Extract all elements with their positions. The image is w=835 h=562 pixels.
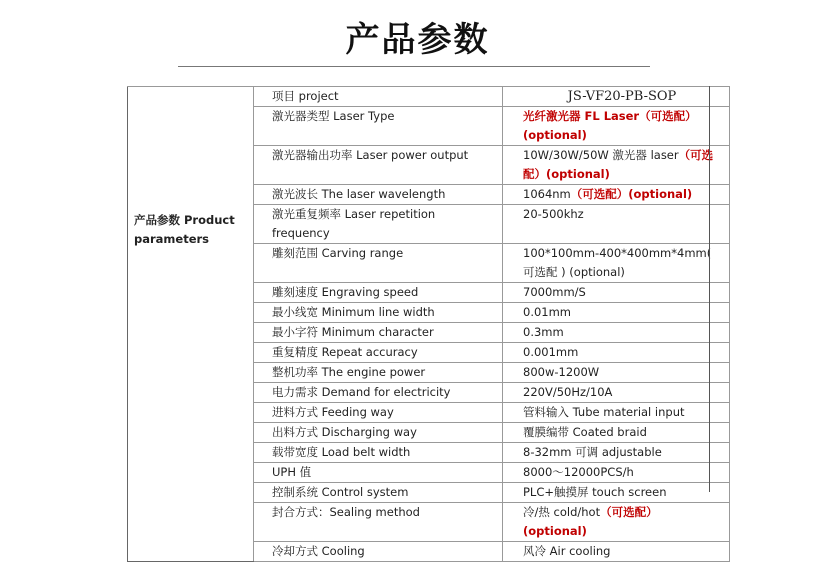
- param-cell: 封合方式：Sealing method: [254, 503, 503, 542]
- param-cell: 最小线宽 Minimum line width: [254, 303, 503, 323]
- param-cell: 出料方式 Discharging way: [254, 423, 503, 443]
- param-cell: 进料方式 Feeding way: [254, 403, 503, 423]
- value-cell: [503, 303, 730, 323]
- value-text: 8000～12000PCS/h: [523, 465, 634, 479]
- value-cell: [503, 363, 730, 383]
- value-text: 风冷 Air cooling: [523, 544, 611, 558]
- value-text: 100*100mm-400*400mm*4mm( 可选配 ) (optional): [523, 246, 712, 279]
- header-param: 项目 project: [254, 87, 503, 107]
- param-cell: 最小字符 Minimum character: [254, 323, 503, 343]
- value-cell: [503, 503, 730, 542]
- param-cell: 整机功率 The engine power: [254, 363, 503, 383]
- value-text: 冷/热 cold/hot: [523, 505, 601, 519]
- value-cell: [503, 463, 730, 483]
- value-cell: [503, 107, 730, 146]
- optional-note: （可选配）(optional): [523, 148, 714, 181]
- table-right-border: [709, 86, 710, 492]
- param-cell: 激光器输出功率 Laser power output: [254, 146, 503, 185]
- value-text: 220V/50Hz/10A: [523, 385, 613, 399]
- title-divider: [178, 66, 650, 67]
- value-cell: [503, 244, 730, 283]
- value-text: 0.001mm: [523, 345, 579, 359]
- value-text: 0.01mm: [523, 305, 572, 319]
- page-title: 产品参数: [345, 20, 490, 60]
- optional-note: （可选配）(optional): [570, 187, 693, 201]
- param-cell: 电力需求 Demand for electricity: [254, 383, 503, 403]
- value-text: 覆膜编带 Coated braid: [523, 425, 647, 439]
- table-header-row: [128, 87, 730, 107]
- param-cell: 控制系统 Control system: [254, 483, 503, 503]
- section-label: 产品参数 Product parameters: [128, 87, 254, 562]
- param-cell: 冷却方式 Cooling: [254, 542, 503, 562]
- spec-table: [127, 86, 730, 562]
- header-model: JS-VF20-PB-SOP: [503, 87, 730, 107]
- value-text: 8-32mm 可调 adjustable: [523, 445, 662, 459]
- value-cell: [503, 542, 730, 562]
- value-cell: [503, 383, 730, 403]
- value-text: 1064nm: [523, 187, 571, 201]
- value-cell: [503, 423, 730, 443]
- value-text: 0.3mm: [523, 325, 564, 339]
- value-text: 10W/30W/50W 激光器 laser: [523, 148, 679, 162]
- value-cell: [503, 205, 730, 244]
- param-cell: 雕刻范围 Carving range: [254, 244, 503, 283]
- param-cell: 雕刻速度 Engraving speed: [254, 283, 503, 303]
- value-text: 管料输入 Tube material input: [523, 405, 685, 419]
- param-cell: 激光重复频率 Laser repetition frequency: [254, 205, 503, 244]
- value-cell: [503, 483, 730, 503]
- value-text: 7000mm/S: [523, 285, 586, 299]
- param-cell: 重复精度 Repeat accuracy: [254, 343, 503, 363]
- value-cell: [503, 403, 730, 423]
- value-cell: [503, 443, 730, 463]
- optional-note: （可选配）(optional): [523, 505, 658, 538]
- value-cell: [503, 343, 730, 363]
- value-cell: [503, 146, 730, 185]
- value-cell: [503, 185, 730, 205]
- param-cell: UPH 值: [254, 463, 503, 483]
- value-text: 800w-1200W: [523, 365, 600, 379]
- param-cell: 载带宽度 Load belt width: [254, 443, 503, 463]
- optional-note: 光纤激光器 FL Laser（可选配）(optional): [523, 109, 697, 142]
- param-cell: 激光波长 The laser wavelength: [254, 185, 503, 205]
- value-text: PLC+触摸屏 touch screen: [523, 485, 667, 499]
- param-cell: 激光器类型 Laser Type: [254, 107, 503, 146]
- value-cell: [503, 283, 730, 303]
- value-text: 20-500khz: [523, 207, 584, 221]
- value-cell: [503, 323, 730, 343]
